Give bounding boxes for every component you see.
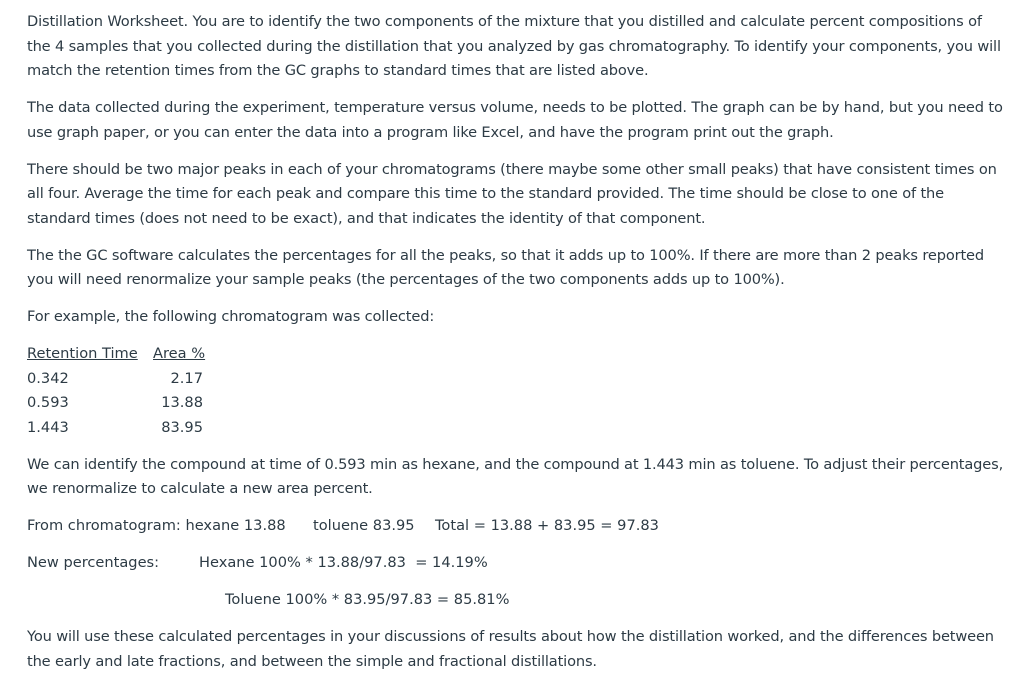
table-row (27, 416, 1004, 441)
cell-time: 0.342 (27, 369, 69, 387)
cell-time: 0.593 (27, 394, 69, 411)
new-percentages-label: New percentages: (27, 554, 160, 571)
toluene-calc-text: Toluene 100% * 83.95/97.83 = 85.81% (225, 591, 510, 608)
table-header-row (27, 342, 1004, 367)
from-hexane-text: From chromatogram: hexane 13.88 (27, 517, 286, 534)
conclusion-paragraph: You will use these calculated percentages in your discussions of results about how the distillation worked, and the differences between the early and late fractions, and between the simple and fractional distillations. (27, 628, 994, 670)
cell-area: 13.88 (161, 394, 203, 411)
peaks-paragraph: There should be two major peaks in each of your chromatograms (there maybe some other small peaks) that have consistent times on all four. Average the time for each peak and compare this time to the standard provided. The time should be close to one of the standard times (does not need to be exact), and that indicates the identity of that component. (27, 160, 997, 227)
new-percentages-line (27, 551, 1004, 576)
cell-time: 1.443 (27, 418, 69, 436)
plotting-paragraph: The data collected during the experiment, temperature versus volume, needs to be plotted. The graph can be by hand, but you need to use graph paper, or you can enter the data into a program like Excel, and have the program print out the graph. (27, 99, 1003, 141)
renormalize-paragraph: The the GC software calculates the percentages for all the peaks, so that it adds up to 100%. If there are more than 2 peaks reported you will need renormalize your sample peaks (the percentages of the two components adds up to 100%). (27, 246, 984, 288)
example-intro: For example, the following chromatogram was collected: (27, 308, 435, 325)
intro-paragraph: Distillation Worksheet. You are to identify the two components of the mixture that you distilled and calculate percent compositions of the 4 samples that you collected during the distillation that you analyzed by gas chromatography. To identify your components, you will match the retention times from the GC graphs to standard times that are listed above. (27, 13, 1001, 79)
cell-area: 2.17 (170, 369, 203, 387)
hexane-calc-text: Hexane 100% * 13.88/97.83 = 14.19% (199, 554, 488, 571)
header-retention-time: Retention Time (27, 345, 138, 362)
chromatogram-table (27, 342, 1004, 440)
cell-area: 83.95 (161, 418, 203, 436)
from-total-text: Total = 13.88 + 83.95 = 97.83 (435, 517, 659, 534)
header-area-percent: Area % (153, 345, 206, 362)
from-toluene-text: toluene 83.95 (313, 517, 415, 534)
table-row (27, 367, 1004, 392)
toluene-calc-line (27, 588, 1004, 613)
identify-paragraph: We can identify the compound at time of 0.593 min as hexane, and the compound at 1.443 min as toluene. To adjust their percentages, we renormalize to calculate a new area percent. (27, 455, 1004, 497)
from-chromatogram-line (27, 514, 1004, 539)
table-row (27, 391, 1004, 416)
